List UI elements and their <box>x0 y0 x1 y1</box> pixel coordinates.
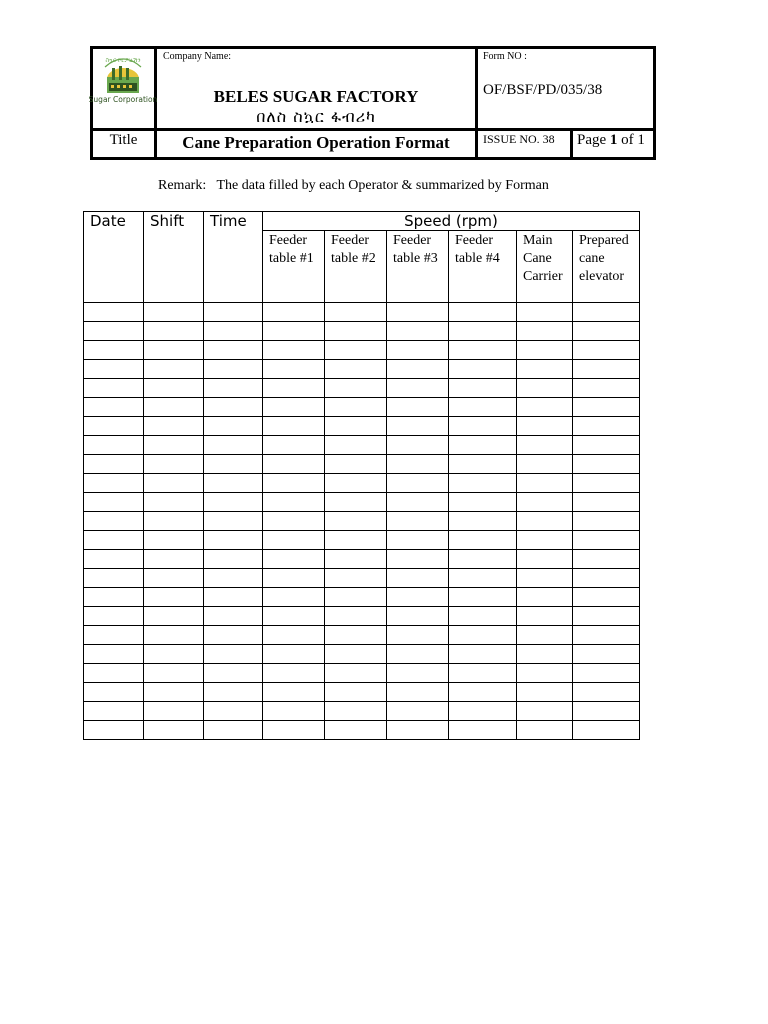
column-header-main-cane-carrier: Main Cane Carrier <box>517 231 573 303</box>
table-cell[interactable] <box>387 702 449 721</box>
table-cell[interactable] <box>573 322 640 341</box>
table-cell[interactable] <box>263 360 325 379</box>
table-cell[interactable] <box>573 512 640 531</box>
table-cell[interactable] <box>84 322 144 341</box>
table-cell[interactable] <box>449 379 517 398</box>
table-cell[interactable] <box>573 569 640 588</box>
table-cell[interactable] <box>573 493 640 512</box>
table-cell[interactable] <box>204 322 263 341</box>
company-name: BELES SUGAR FACTORY <box>213 87 419 106</box>
table-cell[interactable] <box>387 360 449 379</box>
table-cell[interactable] <box>517 607 573 626</box>
table-cell[interactable] <box>325 721 387 740</box>
table-cell[interactable] <box>449 455 517 474</box>
table-cell[interactable] <box>325 303 387 322</box>
table-cell[interactable] <box>517 322 573 341</box>
table-body <box>84 303 640 740</box>
table-cell[interactable] <box>204 626 263 645</box>
header-divider <box>570 128 573 157</box>
table-cell[interactable] <box>325 322 387 341</box>
table-row <box>84 721 640 740</box>
table-cell[interactable] <box>204 569 263 588</box>
table-cell[interactable] <box>84 588 144 607</box>
table-cell[interactable] <box>449 550 517 569</box>
column-header-date: Date <box>84 212 144 303</box>
table-cell[interactable] <box>144 417 204 436</box>
table-cell[interactable] <box>325 436 387 455</box>
form-header <box>90 46 656 160</box>
table-cell[interactable] <box>517 626 573 645</box>
table-cell[interactable] <box>204 512 263 531</box>
table-cell[interactable] <box>204 721 263 740</box>
table-cell[interactable] <box>387 607 449 626</box>
table-cell[interactable] <box>144 379 204 398</box>
table-cell[interactable] <box>325 474 387 493</box>
table-cell[interactable] <box>144 341 204 360</box>
table-cell[interactable] <box>84 512 144 531</box>
form-no-label: Form NO : <box>483 51 527 62</box>
table-cell[interactable] <box>517 398 573 417</box>
table-cell[interactable] <box>84 417 144 436</box>
table-cell[interactable] <box>325 417 387 436</box>
column-group-speed: Speed (rpm) <box>263 212 640 231</box>
table-cell[interactable] <box>517 455 573 474</box>
table-cell[interactable] <box>263 664 325 683</box>
table-cell[interactable] <box>517 721 573 740</box>
table-cell[interactable] <box>387 474 449 493</box>
table-cell[interactable] <box>204 493 263 512</box>
table-cell[interactable] <box>517 379 573 398</box>
table-cell[interactable] <box>144 474 204 493</box>
table-cell[interactable] <box>204 607 263 626</box>
table-cell[interactable] <box>263 322 325 341</box>
table-row <box>84 683 640 702</box>
table-cell[interactable] <box>325 607 387 626</box>
table-cell[interactable] <box>325 512 387 531</box>
table-cell[interactable] <box>387 398 449 417</box>
table-cell[interactable] <box>263 474 325 493</box>
remark-label: Remark: <box>158 178 207 193</box>
column-header-feeder-table-4: Feeder table #4 <box>449 231 517 303</box>
issue-number: ISSUE NO. 38 <box>483 132 555 146</box>
table-cell[interactable] <box>325 702 387 721</box>
table-cell[interactable] <box>325 379 387 398</box>
table-cell[interactable] <box>387 303 449 322</box>
table-cell[interactable] <box>387 379 449 398</box>
table-cell[interactable] <box>449 588 517 607</box>
table-cell[interactable] <box>144 626 204 645</box>
table-cell[interactable] <box>325 341 387 360</box>
table-cell[interactable] <box>84 626 144 645</box>
company-name-local: በለስ ስኳር ፋብሪካ <box>256 107 376 126</box>
table-cell[interactable] <box>573 474 640 493</box>
table-cell[interactable] <box>84 531 144 550</box>
table-cell[interactable] <box>573 436 640 455</box>
table-cell[interactable] <box>325 664 387 683</box>
table-cell[interactable] <box>517 417 573 436</box>
table-cell[interactable] <box>144 493 204 512</box>
table-row <box>84 398 640 417</box>
logo-arc-text: ስኳር ኮርፖሬሽን <box>105 57 141 64</box>
table-cell[interactable] <box>144 531 204 550</box>
table-cell[interactable] <box>84 702 144 721</box>
table-cell[interactable] <box>263 588 325 607</box>
table-cell[interactable] <box>449 322 517 341</box>
table-cell[interactable] <box>573 626 640 645</box>
table-row <box>84 550 640 569</box>
table-cell[interactable] <box>263 493 325 512</box>
table-cell[interactable] <box>144 721 204 740</box>
table-cell[interactable] <box>387 493 449 512</box>
table-cell[interactable] <box>449 303 517 322</box>
table-cell[interactable] <box>204 702 263 721</box>
table-cell[interactable] <box>325 626 387 645</box>
table-cell[interactable] <box>573 664 640 683</box>
table-cell[interactable] <box>387 588 449 607</box>
table-cell[interactable] <box>84 569 144 588</box>
table-row <box>84 360 640 379</box>
table-cell[interactable] <box>449 569 517 588</box>
remark <box>158 178 549 194</box>
table-cell[interactable] <box>517 493 573 512</box>
table-row <box>84 341 640 360</box>
table-cell[interactable] <box>387 569 449 588</box>
table-cell[interactable] <box>84 398 144 417</box>
table-cell[interactable] <box>325 493 387 512</box>
table-row <box>84 531 640 550</box>
column-header-feeder-table-2: Feeder table #2 <box>325 231 387 303</box>
table-cell[interactable] <box>204 550 263 569</box>
table-row <box>84 607 640 626</box>
table-cell[interactable] <box>144 436 204 455</box>
column-header-feeder-table-3: Feeder table #3 <box>387 231 449 303</box>
table-cell[interactable] <box>263 303 325 322</box>
remark-text: The data filled by each Operator & summarized by Forman <box>216 178 549 193</box>
table-cell[interactable] <box>449 436 517 455</box>
table-cell[interactable] <box>573 683 640 702</box>
table-cell[interactable] <box>263 626 325 645</box>
table-cell[interactable] <box>449 531 517 550</box>
table-cell[interactable] <box>573 398 640 417</box>
table-cell[interactable] <box>263 417 325 436</box>
table-cell[interactable] <box>517 531 573 550</box>
table-row <box>84 588 640 607</box>
table-cell[interactable] <box>144 303 204 322</box>
table-cell[interactable] <box>325 550 387 569</box>
table-cell[interactable] <box>263 398 325 417</box>
header-divider <box>93 128 653 131</box>
table-cell[interactable] <box>387 645 449 664</box>
table-cell[interactable] <box>204 360 263 379</box>
table-cell[interactable] <box>573 303 640 322</box>
table-cell[interactable] <box>204 588 263 607</box>
table-cell[interactable] <box>84 550 144 569</box>
table-cell[interactable] <box>387 322 449 341</box>
table-cell[interactable] <box>204 683 263 702</box>
table-row <box>84 569 640 588</box>
table-cell[interactable] <box>263 436 325 455</box>
table-cell[interactable] <box>144 645 204 664</box>
table-cell[interactable] <box>204 436 263 455</box>
table-cell[interactable] <box>573 550 640 569</box>
table-row <box>84 645 640 664</box>
table-cell[interactable] <box>144 322 204 341</box>
table-cell[interactable] <box>84 474 144 493</box>
table-cell[interactable] <box>144 664 204 683</box>
table-row <box>84 379 640 398</box>
form-no: OF/BSF/PD/035/38 <box>483 82 603 98</box>
table-cell[interactable] <box>263 379 325 398</box>
table-cell[interactable] <box>325 531 387 550</box>
table-cell[interactable] <box>517 702 573 721</box>
table-cell[interactable] <box>84 645 144 664</box>
table-cell[interactable] <box>573 379 640 398</box>
table-cell[interactable] <box>449 512 517 531</box>
table-row <box>84 455 640 474</box>
column-header-feeder-table-1: Feeder table #1 <box>263 231 325 303</box>
table-cell[interactable] <box>84 303 144 322</box>
table-cell[interactable] <box>204 474 263 493</box>
table-cell[interactable] <box>387 721 449 740</box>
table-cell[interactable] <box>144 569 204 588</box>
table-cell[interactable] <box>84 436 144 455</box>
table-cell[interactable] <box>325 398 387 417</box>
table-cell[interactable] <box>84 721 144 740</box>
table-cell[interactable] <box>517 550 573 569</box>
page-current: 1 <box>609 132 618 148</box>
table-cell[interactable] <box>204 531 263 550</box>
table-cell[interactable] <box>84 664 144 683</box>
table-cell[interactable] <box>449 683 517 702</box>
table-cell[interactable] <box>84 455 144 474</box>
table-cell[interactable] <box>387 455 449 474</box>
page-suffix: of 1 <box>617 132 645 148</box>
table-cell[interactable] <box>387 626 449 645</box>
table-cell[interactable] <box>84 379 144 398</box>
table-cell[interactable] <box>144 588 204 607</box>
table-cell[interactable] <box>84 360 144 379</box>
table-cell[interactable] <box>204 379 263 398</box>
table-cell[interactable] <box>573 360 640 379</box>
table-cell[interactable] <box>387 683 449 702</box>
table-cell[interactable] <box>204 417 263 436</box>
table-cell[interactable] <box>325 569 387 588</box>
table-cell[interactable] <box>325 683 387 702</box>
table-cell[interactable] <box>449 474 517 493</box>
table-cell[interactable] <box>263 341 325 360</box>
table-cell[interactable] <box>325 645 387 664</box>
table-cell[interactable] <box>573 607 640 626</box>
table-cell[interactable] <box>387 341 449 360</box>
page-indicator <box>577 132 645 149</box>
table-row <box>84 512 640 531</box>
table-cell[interactable] <box>263 531 325 550</box>
table-row <box>84 417 640 436</box>
table-row <box>84 474 640 493</box>
table-cell[interactable] <box>449 398 517 417</box>
table-cell[interactable] <box>573 417 640 436</box>
table-cell[interactable] <box>204 341 263 360</box>
table-cell[interactable] <box>263 550 325 569</box>
company-name-label: Company Name: <box>163 51 232 62</box>
table-cell[interactable] <box>573 455 640 474</box>
table-cell[interactable] <box>449 493 517 512</box>
table-cell[interactable] <box>387 436 449 455</box>
table-cell[interactable] <box>573 341 640 360</box>
table-cell[interactable] <box>263 683 325 702</box>
table-row <box>84 702 640 721</box>
table-cell[interactable] <box>204 664 263 683</box>
column-header-shift: Shift <box>144 212 204 303</box>
table-cell[interactable] <box>517 436 573 455</box>
table-cell[interactable] <box>204 645 263 664</box>
table-cell[interactable] <box>263 721 325 740</box>
table-cell[interactable] <box>204 455 263 474</box>
table-row <box>84 664 640 683</box>
table-cell[interactable] <box>449 417 517 436</box>
table-cell[interactable] <box>325 455 387 474</box>
table-cell[interactable] <box>517 683 573 702</box>
table-row <box>84 493 640 512</box>
table-cell[interactable] <box>144 398 204 417</box>
table-cell[interactable] <box>573 588 640 607</box>
table-cell[interactable] <box>144 702 204 721</box>
table-cell[interactable] <box>573 702 640 721</box>
table-row <box>84 436 640 455</box>
table-cell[interactable] <box>84 341 144 360</box>
speed-log-table <box>83 211 640 740</box>
table-cell[interactable] <box>263 645 325 664</box>
header-divider <box>475 49 478 157</box>
table-cell[interactable] <box>449 702 517 721</box>
table-cell[interactable] <box>144 512 204 531</box>
table-cell[interactable] <box>263 512 325 531</box>
table-cell[interactable] <box>325 588 387 607</box>
table-cell[interactable] <box>387 550 449 569</box>
table-cell[interactable] <box>449 360 517 379</box>
table-cell[interactable] <box>573 645 640 664</box>
table-cell[interactable] <box>517 360 573 379</box>
table-cell[interactable] <box>517 512 573 531</box>
page-prefix: Page <box>577 132 610 148</box>
table-cell[interactable] <box>387 417 449 436</box>
table-cell[interactable] <box>517 474 573 493</box>
table-cell[interactable] <box>517 303 573 322</box>
table-cell[interactable] <box>449 341 517 360</box>
form-title: Cane Preparation Operation Format <box>182 133 450 152</box>
table-cell[interactable] <box>84 683 144 702</box>
table-cell[interactable] <box>387 531 449 550</box>
table-row <box>84 626 640 645</box>
table-cell[interactable] <box>387 664 449 683</box>
table-cell[interactable] <box>573 531 640 550</box>
table-cell[interactable] <box>204 398 263 417</box>
table-cell[interactable] <box>449 664 517 683</box>
table-cell[interactable] <box>84 607 144 626</box>
table-cell[interactable] <box>144 607 204 626</box>
table-cell[interactable] <box>517 645 573 664</box>
table-cell[interactable] <box>449 721 517 740</box>
table-cell[interactable] <box>263 702 325 721</box>
table-cell[interactable] <box>84 493 144 512</box>
table-cell[interactable] <box>573 721 640 740</box>
table-cell[interactable] <box>263 607 325 626</box>
table-cell[interactable] <box>517 341 573 360</box>
column-header-prepared-cane-elevator: Prepared cane elevator <box>573 231 640 303</box>
table-cell[interactable] <box>263 569 325 588</box>
table-cell[interactable] <box>449 645 517 664</box>
company-logo <box>88 49 158 128</box>
table-cell[interactable] <box>517 664 573 683</box>
table-cell[interactable] <box>449 626 517 645</box>
table-cell[interactable] <box>387 512 449 531</box>
table-cell[interactable] <box>144 455 204 474</box>
table-cell[interactable] <box>517 588 573 607</box>
table-cell[interactable] <box>325 360 387 379</box>
column-header-time: Time <box>204 212 263 303</box>
logo-text: Sugar Corporation <box>88 95 158 104</box>
table-cell[interactable] <box>144 550 204 569</box>
table-cell[interactable] <box>204 303 263 322</box>
table-row <box>84 322 640 341</box>
title-label: Title <box>109 132 138 148</box>
table-cell[interactable] <box>144 360 204 379</box>
table-cell[interactable] <box>144 683 204 702</box>
table-cell[interactable] <box>517 569 573 588</box>
table-cell[interactable] <box>449 607 517 626</box>
table-cell[interactable] <box>263 455 325 474</box>
table-row <box>84 303 640 322</box>
